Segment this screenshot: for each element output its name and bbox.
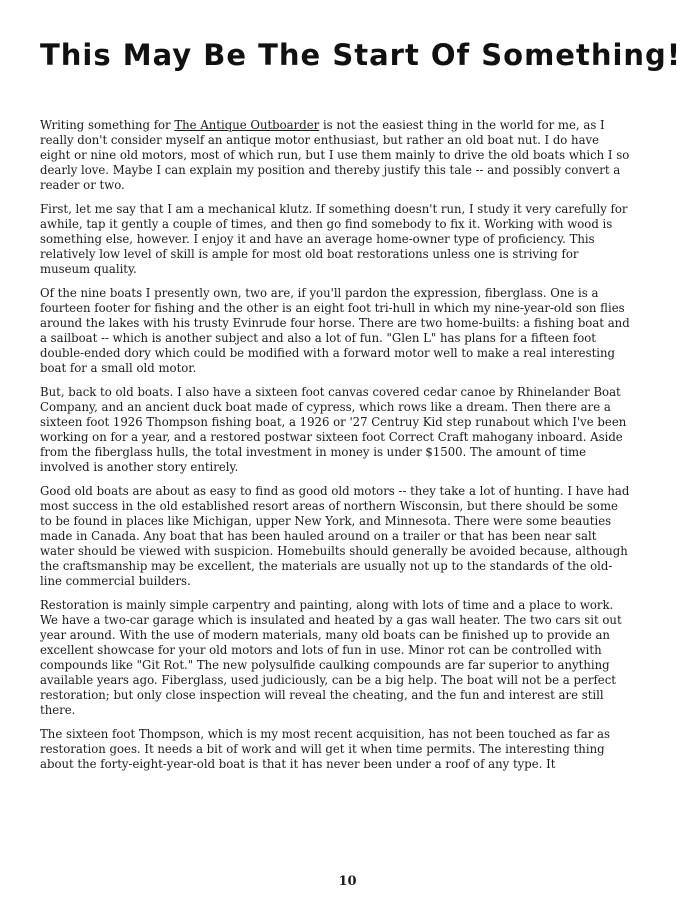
paragraph-2: First, let me say that I am a mechanical klutz. If something doesn't run, I study it very carefully for awhile, tap it gently a couple of times, and then go find somebody to fix it. Working with wood is something else, however. I enjoy it and have an average home-owner type of proficiency. This relatively low level of skill is ample for most old boat restorations unless one is striving for museum quality. (40, 202, 628, 276)
paragraph-5: Good old boats are about as easy to find as good old motors -- they take a lot of hunting. I have had most success in the old established resort areas of northern Wisconsin, but there should be some to be found in places like Michigan, upper New York, and Minnesota. There were some beauties made in Canada. Any boat that has been hauled around on a trailer or that has been near salt water should be viewed with suspicion. Homebuilts should generally be avoided because, although the craftsmanship may be excellent, the materials are usually not up to the standards of the old-line commercial builders. (40, 484, 630, 588)
paragraph-3: Of the nine boats I presently own, two are, if you'll pardon the expression, fiberglass. One is a fourteen footer for fishing and the other is an eight foot tri-hull in which my nine-year-old son flies around the lakes with his trusty Evinrude four horse. There are two home-builts: a fishing boat and a sailboat -- which is another subject and also a lot of fun. "Glen L" has plans for a fifteen foot double-ended dory which could be modified with a forward motor well to make a real interesting boat for a small old motor. (40, 286, 630, 375)
article-body (40, 118, 632, 781)
paragraph-4: But, back to old boats. I also have a sixteen foot canvas covered cedar canoe by Rhinelander Boat Company, and an ancient duck boat made of cypress, which rows like a dream. Then there are a sixteen foot 1926 Thompson fishing boat, a 1926 or '27 Centruy Kid step runabout which I've been working on for a year, and a restored postwar sixteen foot Correct Craft mahogany inboard. Aside from the fiberglass hulls, the total investment in money is under $1500. The amount of time involved is another story entirely. (40, 385, 627, 474)
paragraph-1 (40, 118, 632, 193)
paragraph-1-lead: Writing something for (40, 118, 175, 132)
publication-name: The Antique Outboarder (174, 118, 320, 132)
article-title: This May Be The Start Of Something! (40, 38, 682, 72)
paragraph-7: The sixteen foot Thompson, which is my most recent acquisition, has not been touched as far as restoration goes. It needs a bit of work and will get it when time permits. The interesting thing about the forty-eight-year-old boat is that it has never been under a roof of any type. It (40, 727, 610, 771)
page-number: 10 (338, 874, 357, 889)
paragraph-1-rest: is not the easiest thing in the world for me, as I really don't consider myself an antique motor enthusiast, but rather an old boat nut. I do have eight or nine old motors, most of which run, but I use them mainly to drive the old boats which I so dearly love. Maybe I can explain my position and thereby justify this tale -- and possibly convert a reader or two. (40, 118, 630, 192)
paragraph-6: Restoration is mainly simple carpentry and painting, along with lots of time and a place to work. We have a two-car garage which is insulated and heated by a gas wall heater. The two cars sit out year around. With the use of modern materials, many old boats can be finished up to provide an excellent showcase for your old motors and lots of fun in use. Minor rot can be controlled with compounds like "Git Rot." The new polysulfide caulking compounds are far superior to anything available years ago. Fiberglass, used judiciously, can be a big help. The boat will not be a perfect restoration; but only close inspection will reveal the cheating, and the fun and interest are still there. (40, 598, 622, 717)
